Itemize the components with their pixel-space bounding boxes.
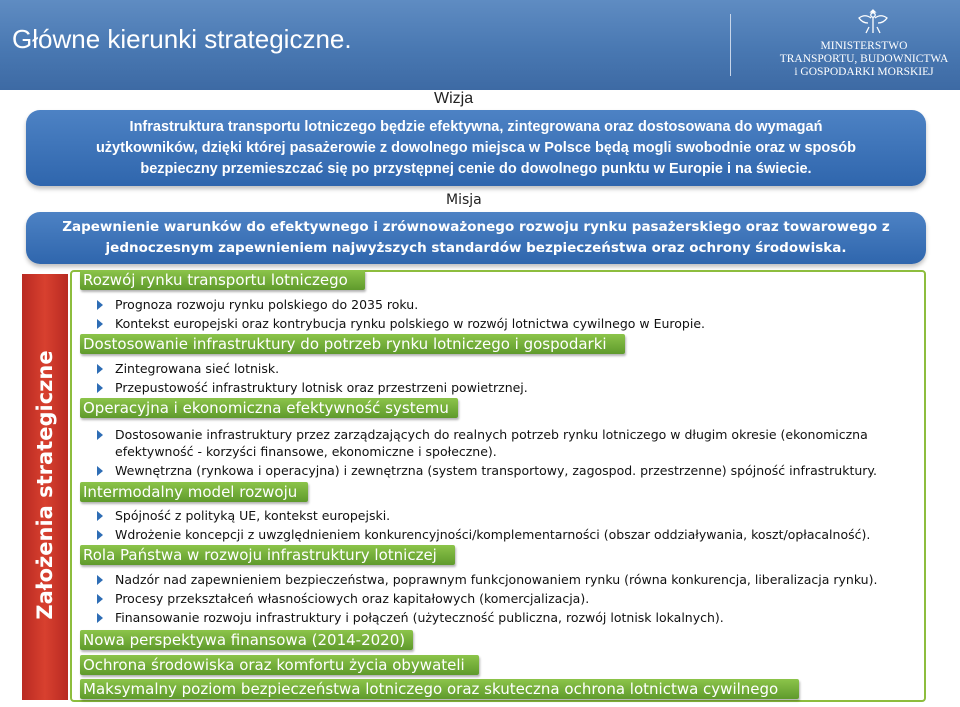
bullet-item: Procesy przekształceń własnościowych oraz kapitałowych (komercjalizacja). (97, 590, 589, 607)
bullet-arrow-icon (97, 466, 103, 476)
section-bar: Dostosowanie infrastruktury do potrzeb rynku lotniczego i gospodarki (80, 334, 625, 354)
bullet-item: Nadzór nad zapewnieniem bezpieczeństwa, poprawnym funkcjonowaniem rynku (równa konkurencja, liberalizacja rynku). (97, 571, 877, 588)
bullet-arrow-icon (97, 613, 103, 623)
section-bar: Rozwój rynku transportu lotniczego (80, 270, 365, 290)
bullet-continuation: efektywność - korzyści finansowe, ekonomiczne i społeczne). (115, 444, 497, 459)
section-bar: Intermodalny model rozwoju (80, 482, 308, 502)
section-bar: Rola Państwa w rozwoju infrastruktury lotniczej (80, 545, 455, 565)
bullet-item: Zintegrowana sieć lotnisk. (97, 360, 279, 377)
bullet-item: Wewnętrzna (rynkowa i operacyjna) i zewnętrzna (system transportowy, zagospod. przestrzenne) spójność infrastruktury. (97, 462, 877, 479)
bullet-item: Przepustowość infrastruktury lotnisk oraz przestrzeni powietrznej. (97, 379, 528, 396)
bullet-item: Dostosowanie infrastruktury przez zarządzających do realnych potrzeb rynku lotniczego w długim okresie (ekonomiczna (97, 426, 868, 443)
page-title: Główne kierunki strategiczne. (12, 24, 352, 54)
bullet-item: Kontekst europejski oraz kontrybucja rynku polskiego w rozwój lotnictwa cywilnego w Europie. (97, 315, 705, 332)
header-divider (730, 14, 731, 76)
vision-box: Infrastruktura transportu lotniczego będzie efektywna, zintegrowana oraz dostosowana do wymagań użytkowników, dzięki której pasażerowie z dowolnego miejsca w Polsce będą mogli swobodnie oraz w sposób bezpieczny przemieszczać się po przystępnej cenie do dowolnego punktu w Europie i na świecie. (26, 110, 926, 186)
mission-caption: Misja (446, 192, 482, 208)
bullet-item: Finansowanie rozwoju infrastruktury i połączeń (użyteczność publiczna, rozwój lotnisk lokalnych). (97, 609, 724, 626)
section-bar: Operacyjna i ekonomiczna efektywność systemu (80, 398, 458, 418)
bullet-arrow-icon (97, 364, 103, 374)
section-bar: Maksymalny poziom bezpieczeństwa lotniczego oraz skuteczna ochrona lotnictwa cywilnego (80, 679, 799, 699)
bullet-item: Spójność z polityką UE, kontekst europejski. (97, 507, 390, 524)
bullet-arrow-icon (97, 383, 103, 393)
bullet-arrow-icon (97, 300, 103, 310)
mission-box: Zapewnienie warunków do efektywnego i zrównoważonego rozwoju rynku pasażerskiego oraz towarowego z jednoczesnym zapewnieniem najwyższych standardów bezpieczeństwa oraz ochrony środowiska. (26, 212, 926, 264)
bullet-arrow-icon (97, 511, 103, 521)
section-bar: Nowa perspektywa finansowa (2014-2020) (80, 630, 413, 650)
vision-caption: Wizja (434, 90, 474, 107)
ministry-name: MINISTERSTWO TRANSPORTU, BUDOWNICTWA i GOSPODARKI MORSKIEJ (779, 40, 949, 78)
bullet-arrow-icon (97, 530, 103, 540)
side-label: Założenia strategiczne (33, 350, 57, 620)
bullet-item: Wdrożenie koncepcji z uwzględnieniem konkurencyjności/komplementarności (obszar oddziaływania, koszt/opłacalność). (97, 526, 870, 543)
header-banner (0, 0, 960, 90)
bullet-arrow-icon (97, 430, 103, 440)
bullet-arrow-icon (97, 319, 103, 329)
bullet-item: Prognoza rozwoju rynku polskiego do 2035 roku. (97, 296, 418, 313)
section-bar: Ochrona środowiska oraz komfortu życia obywateli (80, 655, 479, 675)
bullet-arrow-icon (97, 575, 103, 585)
eagle-emblem-icon (857, 6, 889, 36)
bullet-arrow-icon (97, 594, 103, 604)
